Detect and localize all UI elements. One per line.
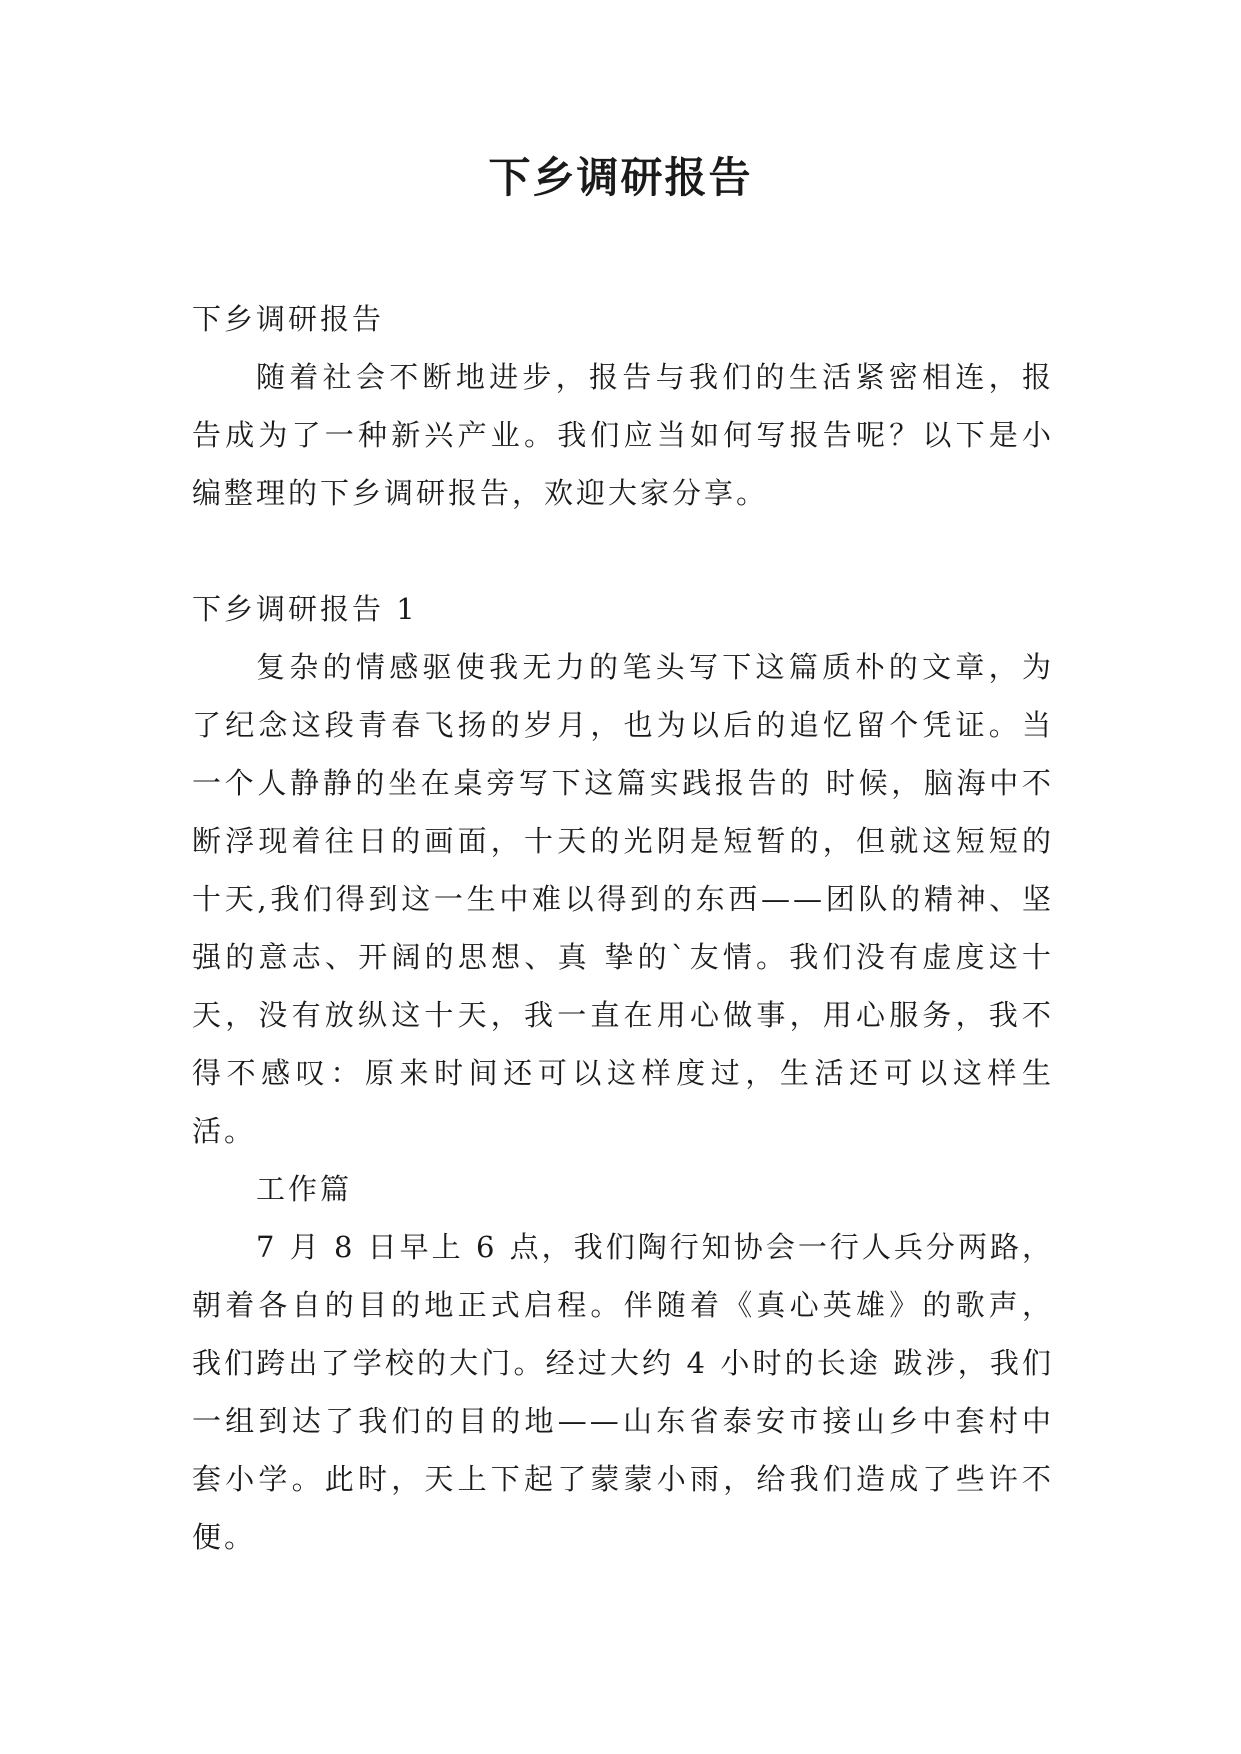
subtitle: 下乡调研报告 bbox=[192, 302, 385, 336]
work-heading: 工作篇 bbox=[256, 1172, 353, 1206]
intro-paragraph: 随着社会不断地进步，报告与我们的生活紧密相连，报告成为了一种新兴产业。我们应当如何写报告呢？以下是小编整理的下乡调研报告，欢迎大家分享。 bbox=[192, 360, 1054, 510]
paragraph-spacer bbox=[192, 522, 1054, 580]
document-body bbox=[192, 290, 1054, 1566]
section-heading-1: 下乡调研报告 1 bbox=[192, 592, 418, 626]
work-paragraph: 7 月 8 日早上 6 点，我们陶行知协会一行人兵分两路，朝着各自的目的地正式启程。伴随着《真心英雄》的歌声，我们跨出了学校的大门。经过大约 4 小时的长途 跋涉，我们一组到达了我们的目的地——山东省泰安市接山乡中套村中套小学。此时，天上下起了蒙蒙小雨，给我们造成了些许不便。 bbox=[192, 1230, 1054, 1554]
section-1-paragraph: 复杂的情感驱使我无力的笔头写下这篇质朴的文章，为了纪念这段青春飞扬的岁月，也为以后的追忆留个凭证。当一个人静静的坐在桌旁写下这篇实践报告的 时候，脑海中不断浮现着往日的画面，十天的光阴是短暂的，但就这短短的十天,我们得到这一生中难以得到的东西——团队的精神、坚强的意志、开阔的思想、真 挚的`友情。我们没有虚度这十天，没有放纵这十天，我一直在用心做事，用心服务，我不得不感叹：原来时间还可以这样度过，生活还可以这样生活。 bbox=[192, 650, 1054, 1148]
document-title: 下乡调研报告 bbox=[488, 153, 753, 202]
